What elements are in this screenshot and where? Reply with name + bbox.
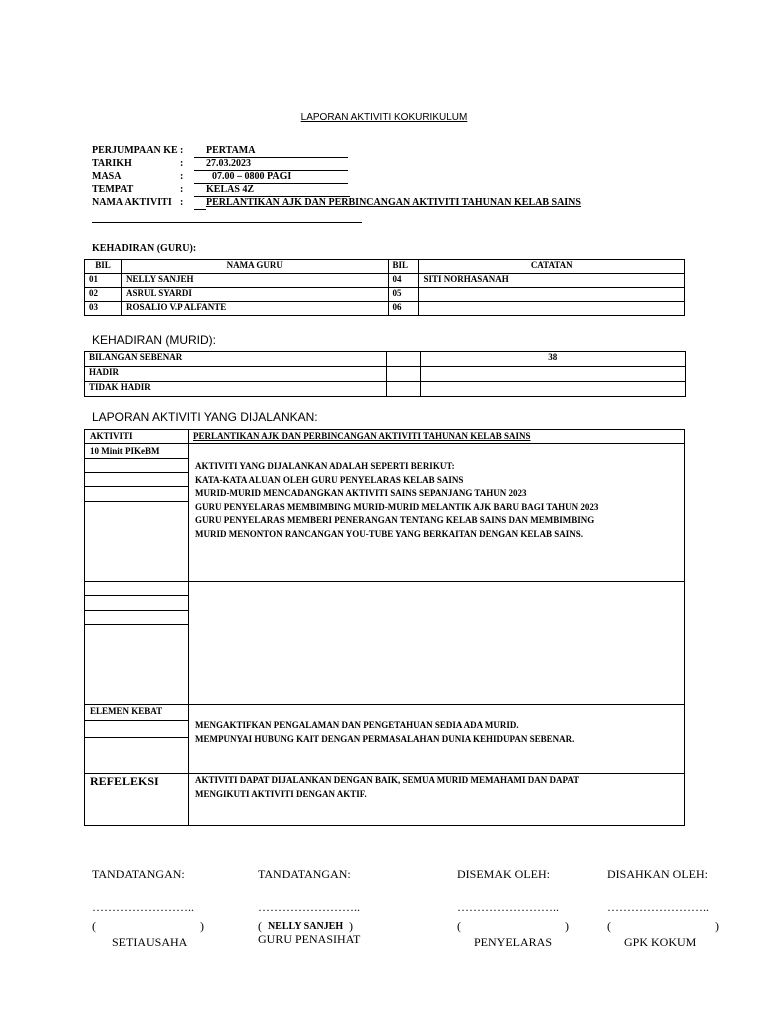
murid-table bbox=[84, 351, 686, 397]
cell: TIDAK HADIR bbox=[85, 382, 387, 397]
paren-open: ( bbox=[92, 919, 96, 933]
paren-close: ) bbox=[200, 919, 204, 933]
header-bil-2: BIL bbox=[388, 260, 419, 274]
cell: 05 bbox=[388, 288, 419, 302]
elemen-line: MENGAKTIFKAN PENGALAMAN DAN PENGETAHUAN SEDIA ADA MURID. bbox=[195, 720, 519, 730]
nama-aktiviti-label: NAMA AKTIVITI bbox=[92, 197, 172, 208]
cell bbox=[420, 382, 686, 397]
guru-table bbox=[84, 259, 685, 316]
guru-header-row bbox=[85, 260, 685, 274]
cell: NELLY SANJEH bbox=[121, 274, 388, 288]
cell: HADIR bbox=[85, 367, 387, 382]
column-divider bbox=[188, 429, 189, 826]
cell bbox=[386, 367, 420, 382]
nama-aktiviti-value: PERLANTIKAN AJK DAN PERBINCANGAN AKTIVITI TAHUNAN KELAB SAINS bbox=[206, 197, 581, 208]
cell: 06 bbox=[388, 302, 419, 316]
aktiviti-line: GURU PENYELARAS MEMBIMBING MURID-MURID MELANTIK AJK BARU BAGI TAHUN 2023 bbox=[195, 501, 599, 512]
colon: : bbox=[180, 171, 184, 182]
tarikh-value: 27.03.2023 bbox=[206, 158, 251, 169]
signature-dots: …………………….. bbox=[457, 900, 559, 914]
colon: : bbox=[180, 145, 184, 156]
row-divider bbox=[84, 486, 188, 487]
elemen-line: MEMPUNYAI HUBUNG KAIT DENGAN PERMASALAHAN DUNIA KEHIDUPAN SEBENAR. bbox=[195, 734, 575, 744]
cell bbox=[386, 382, 420, 397]
table-row bbox=[85, 302, 685, 316]
cell bbox=[419, 288, 685, 302]
refleksi-line: AKTIVITI DAPAT DIJALANKAN DENGAN BAIK, SEMUA MURID MEMAHAMI DAN DAPAT bbox=[195, 775, 580, 785]
cell bbox=[386, 352, 420, 367]
table-row bbox=[85, 382, 686, 397]
aktiviti-line: MURID-MURID MENCADANGKAN AKTIVITI SAINS SEPANJANG TAHUN 2023 bbox=[195, 488, 527, 499]
row-divider bbox=[84, 581, 685, 582]
colon: : bbox=[180, 197, 184, 208]
signature-heading: TANDATANGAN: bbox=[258, 867, 351, 881]
signature-heading: DISEMAK OLEH: bbox=[457, 867, 550, 881]
signature-dots: …………………….. bbox=[607, 900, 709, 914]
row-divider bbox=[84, 704, 685, 705]
row-divider bbox=[84, 472, 188, 473]
row-divider bbox=[84, 501, 188, 502]
aktiviti-line: GURU PENYELARAS MEMBERI PENERANGAN TENTANG KELAB SAINS DAN MEMBIMBING bbox=[195, 515, 595, 526]
signature-heading: DISAHKAN OLEH: bbox=[607, 867, 708, 881]
paren-close: ) bbox=[349, 919, 353, 933]
header-catatan: CATATAN bbox=[419, 260, 685, 274]
header-bil: BIL bbox=[85, 260, 122, 274]
perjumpaan-value: PERTAMA bbox=[206, 145, 256, 156]
colon: : bbox=[180, 158, 184, 169]
cell: BILANGAN SEBENAR bbox=[85, 352, 387, 367]
row-divider bbox=[84, 720, 188, 721]
tempat-label: TEMPAT bbox=[92, 184, 134, 195]
header-nama-guru: NAMA GURU bbox=[121, 260, 388, 274]
signature-role: SETIAUSAHA bbox=[112, 935, 188, 949]
signature-role: GURU PENASIHAT bbox=[258, 932, 361, 946]
row-divider bbox=[84, 737, 188, 738]
elemen-label: ELEMEN KEBAT bbox=[90, 706, 163, 716]
paren-open: ( bbox=[607, 919, 611, 933]
aktiviti-value: PERLANTIKAN AJK DAN PERBINCANGAN AKTIVITI TAHUNAN KELAB SAINS bbox=[193, 431, 531, 441]
table-row bbox=[85, 352, 686, 367]
colon: : bbox=[180, 184, 184, 195]
laporan-heading: LAPORAN AKTIVITI YANG DIJALANKAN: bbox=[92, 410, 318, 424]
row-divider bbox=[84, 610, 188, 611]
elemen-description bbox=[195, 718, 574, 746]
signature-dots: …………………….. bbox=[258, 900, 360, 914]
tarikh-label: TARIKH bbox=[92, 158, 132, 169]
masa-label: MASA bbox=[92, 171, 122, 182]
page-title: LAPORAN AKTIVITI KOKURIKULUM bbox=[300, 112, 468, 123]
aktiviti-description bbox=[195, 460, 598, 542]
paren-open: ( bbox=[258, 919, 262, 933]
row-divider bbox=[84, 443, 685, 444]
divider-line bbox=[92, 222, 362, 223]
cell: 01 bbox=[85, 274, 122, 288]
aktiviti-line: MURID MENONTON RANCANGAN YOU-TUBE YANG BERKAITAN DENGAN KELAB SAINS. bbox=[195, 528, 583, 539]
cell bbox=[419, 302, 685, 316]
refleksi-label: REFELEKSI bbox=[90, 774, 159, 788]
refleksi-line: MENGIKUTI AKTIVITI DENGAN AKTIF. bbox=[195, 789, 367, 799]
cell bbox=[420, 367, 686, 382]
row-divider bbox=[84, 624, 188, 625]
masa-value: 07.00 – 0800 PAGI bbox=[212, 171, 292, 182]
row-divider bbox=[84, 458, 188, 459]
signature-role: PENYELARAS bbox=[474, 935, 553, 949]
table-row bbox=[85, 367, 686, 382]
signature-heading: TANDATANGAN: bbox=[92, 867, 185, 881]
signature-dots: …………………….. bbox=[92, 900, 194, 914]
cell: 03 bbox=[85, 302, 122, 316]
murid-heading: KEHADIRAN (MURID): bbox=[92, 333, 217, 347]
tempat-value: KELAS 4Z bbox=[206, 184, 255, 195]
cell: ASRUL SYARDI bbox=[121, 288, 388, 302]
cell: 02 bbox=[85, 288, 122, 302]
paren-open: ( bbox=[457, 919, 461, 933]
cell: 04 bbox=[388, 274, 419, 288]
cell: SITI NORHASANAH bbox=[419, 274, 685, 288]
refleksi-description bbox=[195, 773, 579, 801]
signature-role: GPK KOKUM bbox=[624, 935, 697, 949]
cell: ROSALIO V.P ALFANTE bbox=[121, 302, 388, 316]
guru-heading: KEHADIRAN (GURU): bbox=[92, 243, 197, 254]
perjumpaan-label: PERJUMPAAN KE bbox=[92, 145, 178, 156]
paren-close: ) bbox=[715, 919, 719, 933]
row-divider bbox=[84, 595, 188, 596]
signature-name: NELLY SANJEH bbox=[268, 921, 344, 932]
aktiviti-line: KATA-KATA ALUAN OLEH GURU PENYELARAS KELAB SAINS bbox=[195, 474, 464, 485]
underline bbox=[194, 209, 206, 210]
cell: 38 bbox=[420, 352, 686, 367]
pikebm-label: 10 Minit PIKeBM bbox=[90, 446, 160, 456]
aktiviti-label: AKTIVITI bbox=[90, 431, 133, 441]
aktiviti-line: AKTIVITI YANG DIJALANKAN ADALAH SEPERTI BERIKUT: bbox=[195, 461, 455, 471]
table-row bbox=[85, 274, 685, 288]
table-row bbox=[85, 288, 685, 302]
paren-close: ) bbox=[565, 919, 569, 933]
